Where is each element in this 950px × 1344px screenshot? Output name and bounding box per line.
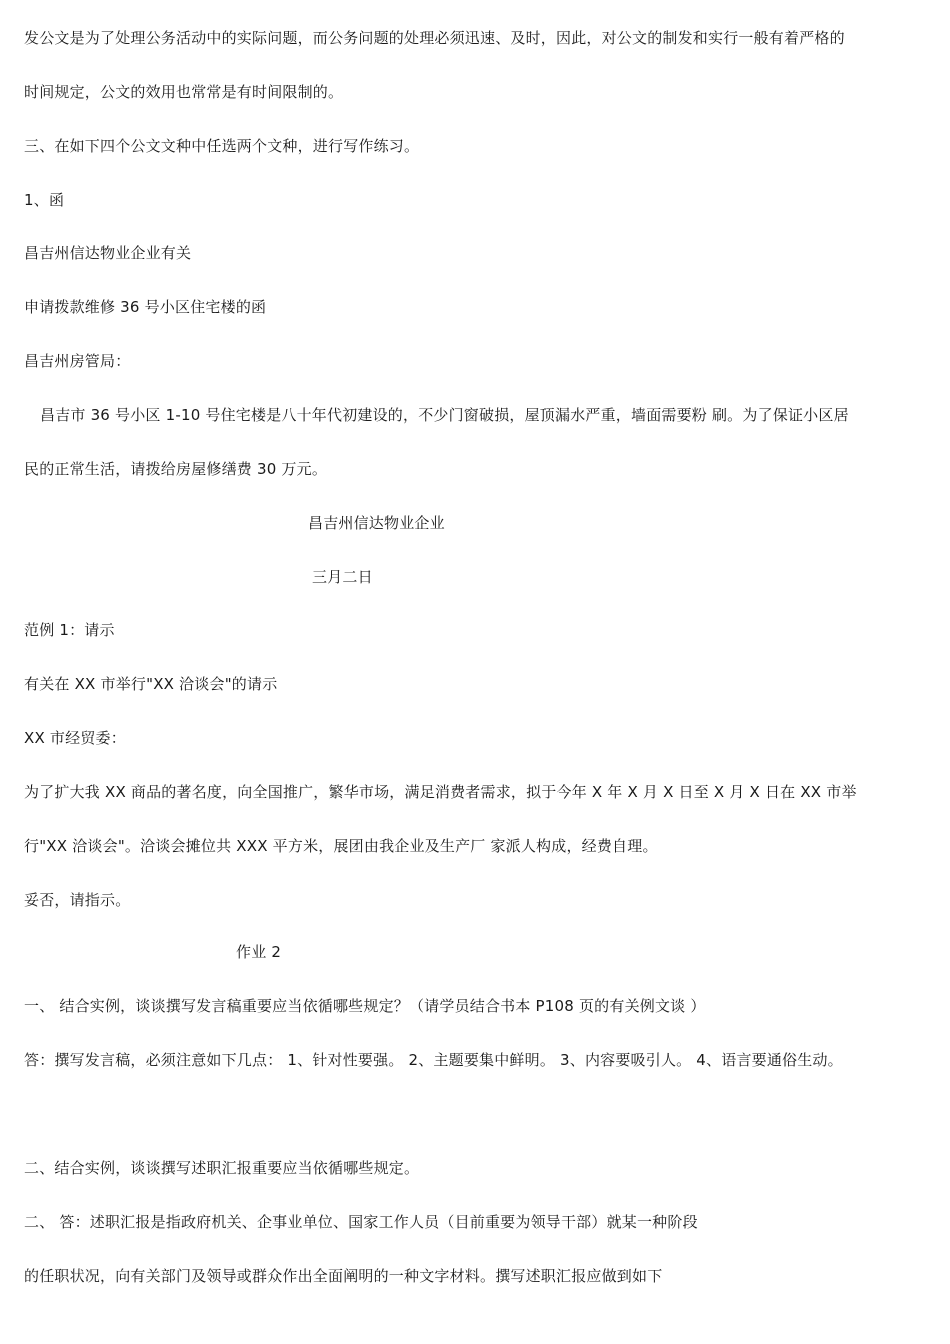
subsection-heading: 1、函: [24, 191, 65, 209]
request-title: 有关在 XX 市举行"XX 洽谈会"的请示: [24, 675, 278, 693]
letter-signature: 昌吉州信达物业企业: [308, 514, 445, 532]
letter-title-line-2: 申请拨款维修 36 号小区住宅楼的函: [24, 298, 267, 316]
request-addressee: XX 市经贸委：: [24, 729, 126, 747]
letter-body-line: 民的正常生活，请拨给房屋修缮费 30 万元。: [24, 460, 328, 478]
letter-body-line: 昌吉市 36 号小区 1-10 号住宅楼是八十年代初建设的，不少门窗破损，屋顶漏水严重，墙面需要粉 刷。为了保证小区居: [40, 406, 849, 424]
answer-line: 答：撰写发言稿，必须注意如下几点： 1、针对性要强。 2、主题要集中鲜明。 3、内容要吸引人。 4、语言要通俗生动。: [24, 1051, 843, 1069]
request-body-line: 行"XX 洽谈会"。洽谈会摊位共 XXX 平方米，展团由我企业及生产厂 家派人构成，经费自理。: [24, 837, 658, 855]
assignment-heading: 作业 2: [236, 943, 282, 961]
example-heading: 范例 1：请示: [24, 621, 115, 639]
answer-line: 二、 答：述职汇报是指政府机关、企事业单位、国家工作人员（目前重要为领导干部）就某一种阶段: [24, 1213, 698, 1231]
paragraph-line: 发公文是为了处理公务活动中的实际问题，而公务问题的处理必须迅速、及时，因此，对公文的制发和实行一般有着严格的: [24, 29, 845, 47]
section-heading: 三、在如下四个公文文种中任选两个文种，进行写作练习。: [24, 137, 420, 155]
paragraph-line: 时间规定，公文的效用也常常是有时间限制的。: [24, 83, 344, 101]
question-line: 一、 结合实例，谈谈撰写发言稿重要应当依循哪些规定？（请学员结合书本 P108 页的有关例文谈 ）: [24, 997, 706, 1015]
answer-line: 的任职状况，向有关部门及领导或群众作出全面阐明的一种文字材料。撰写述职汇报应做到如下: [24, 1267, 663, 1285]
letter-date: 三月二日: [312, 568, 373, 586]
request-body-line: 为了扩大我 XX 商品的著名度，向全国推广，繁华市场，满足消费者需求，拟于今年 X 年 X 月 X 日至 X 月 X 日在 XX 市举: [24, 783, 857, 801]
letter-addressee: 昌吉州房管局：: [24, 352, 131, 370]
request-closing: 妥否，请指示。: [24, 891, 131, 909]
letter-title-line-1: 昌吉州信达物业企业有关: [24, 244, 192, 262]
question-line: 二、结合实例，谈谈撰写述职汇报重要应当依循哪些规定。: [24, 1159, 420, 1177]
